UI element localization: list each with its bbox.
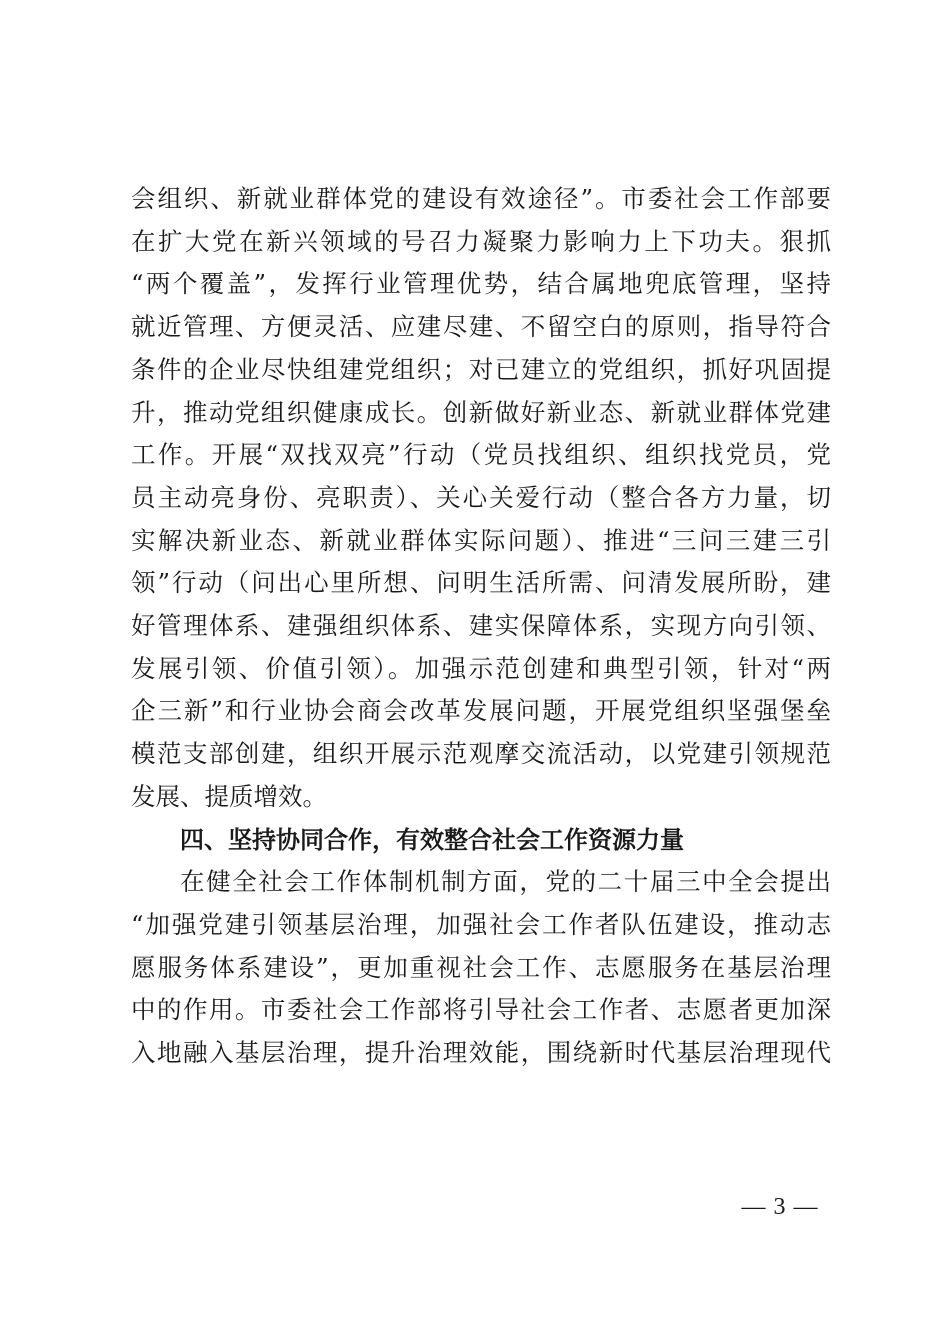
section-heading: 四、坚持协同合作，有效整合社会工作资源力量 [180, 825, 684, 854]
text-line: 工作。开展“双找双亮”行动（党员找组织、组织找党员，党 [131, 440, 831, 470]
page-number: — 3 — [741, 1194, 819, 1220]
text-line: 好管理体系、建强组织体系、建实保障体系，实现方向引领、 [131, 611, 831, 641]
text-line: 在扩大党在新兴领域的号召力凝聚力影响力上下功夫。狠抓 [131, 226, 831, 256]
text-line: 员主动亮身份、亮职责）、关心关爱行动（整合各方力量，切 [131, 482, 831, 512]
text-line: 升，推动党组织健康成长。创新做好新业态、新就业群体党建 [131, 397, 831, 427]
text-line: 实解决新业态、新就业群体实际问题）、推进“三问三建三引 [131, 525, 831, 555]
text-line: 发展引领、价值引领）。加强示范创建和典型引领，针对“两 [131, 653, 831, 683]
text-line: 会组织、新就业群体党的建设有效途径”。市委社会工作部要 [131, 184, 831, 213]
text-line: 企三新”和行业协会商会改革发展问题，开展党组织坚强堡垒 [131, 696, 831, 726]
paragraph-party-building [131, 178, 831, 819]
text-line: 中的作用。市委社会工作部将引导社会工作者、志愿者更加深 [131, 995, 831, 1025]
paragraph-social-work [131, 861, 831, 1075]
text-line: 条件的企业尽快组建党组织；对已建立的党组织，抓好巩固提 [131, 354, 831, 384]
document-body [131, 178, 831, 1075]
text-line: “加强党建引领基层治理，加强社会工作者队伍建设，推动志 [131, 909, 831, 939]
text-line: 领”行动（问出心里所想、问明生活所需、问清发展所盼，建 [131, 568, 831, 598]
text-line: 愿服务体系建设”，更加重视社会工作、志愿服务在基层治理 [131, 952, 831, 982]
text-line: 发展、提质增效。 [131, 781, 327, 811]
text-line: 入地融入基层治理，提升治理效能，围绕新时代基层治理现代 [131, 1038, 831, 1068]
text-line: 模范支部创建，组织开展示范观摩交流活动，以党建引领规范 [131, 739, 831, 769]
text-line: 就近管理、方便灵活、应建尽建、不留空白的原则，指导符合 [131, 312, 831, 342]
text-line: 在健全社会工作体制机制方面，党的二十届三中全会提出 [180, 867, 831, 897]
text-line: “两个覆盖”，发挥行业管理优势，结合属地兜底管理，坚持 [131, 269, 831, 299]
